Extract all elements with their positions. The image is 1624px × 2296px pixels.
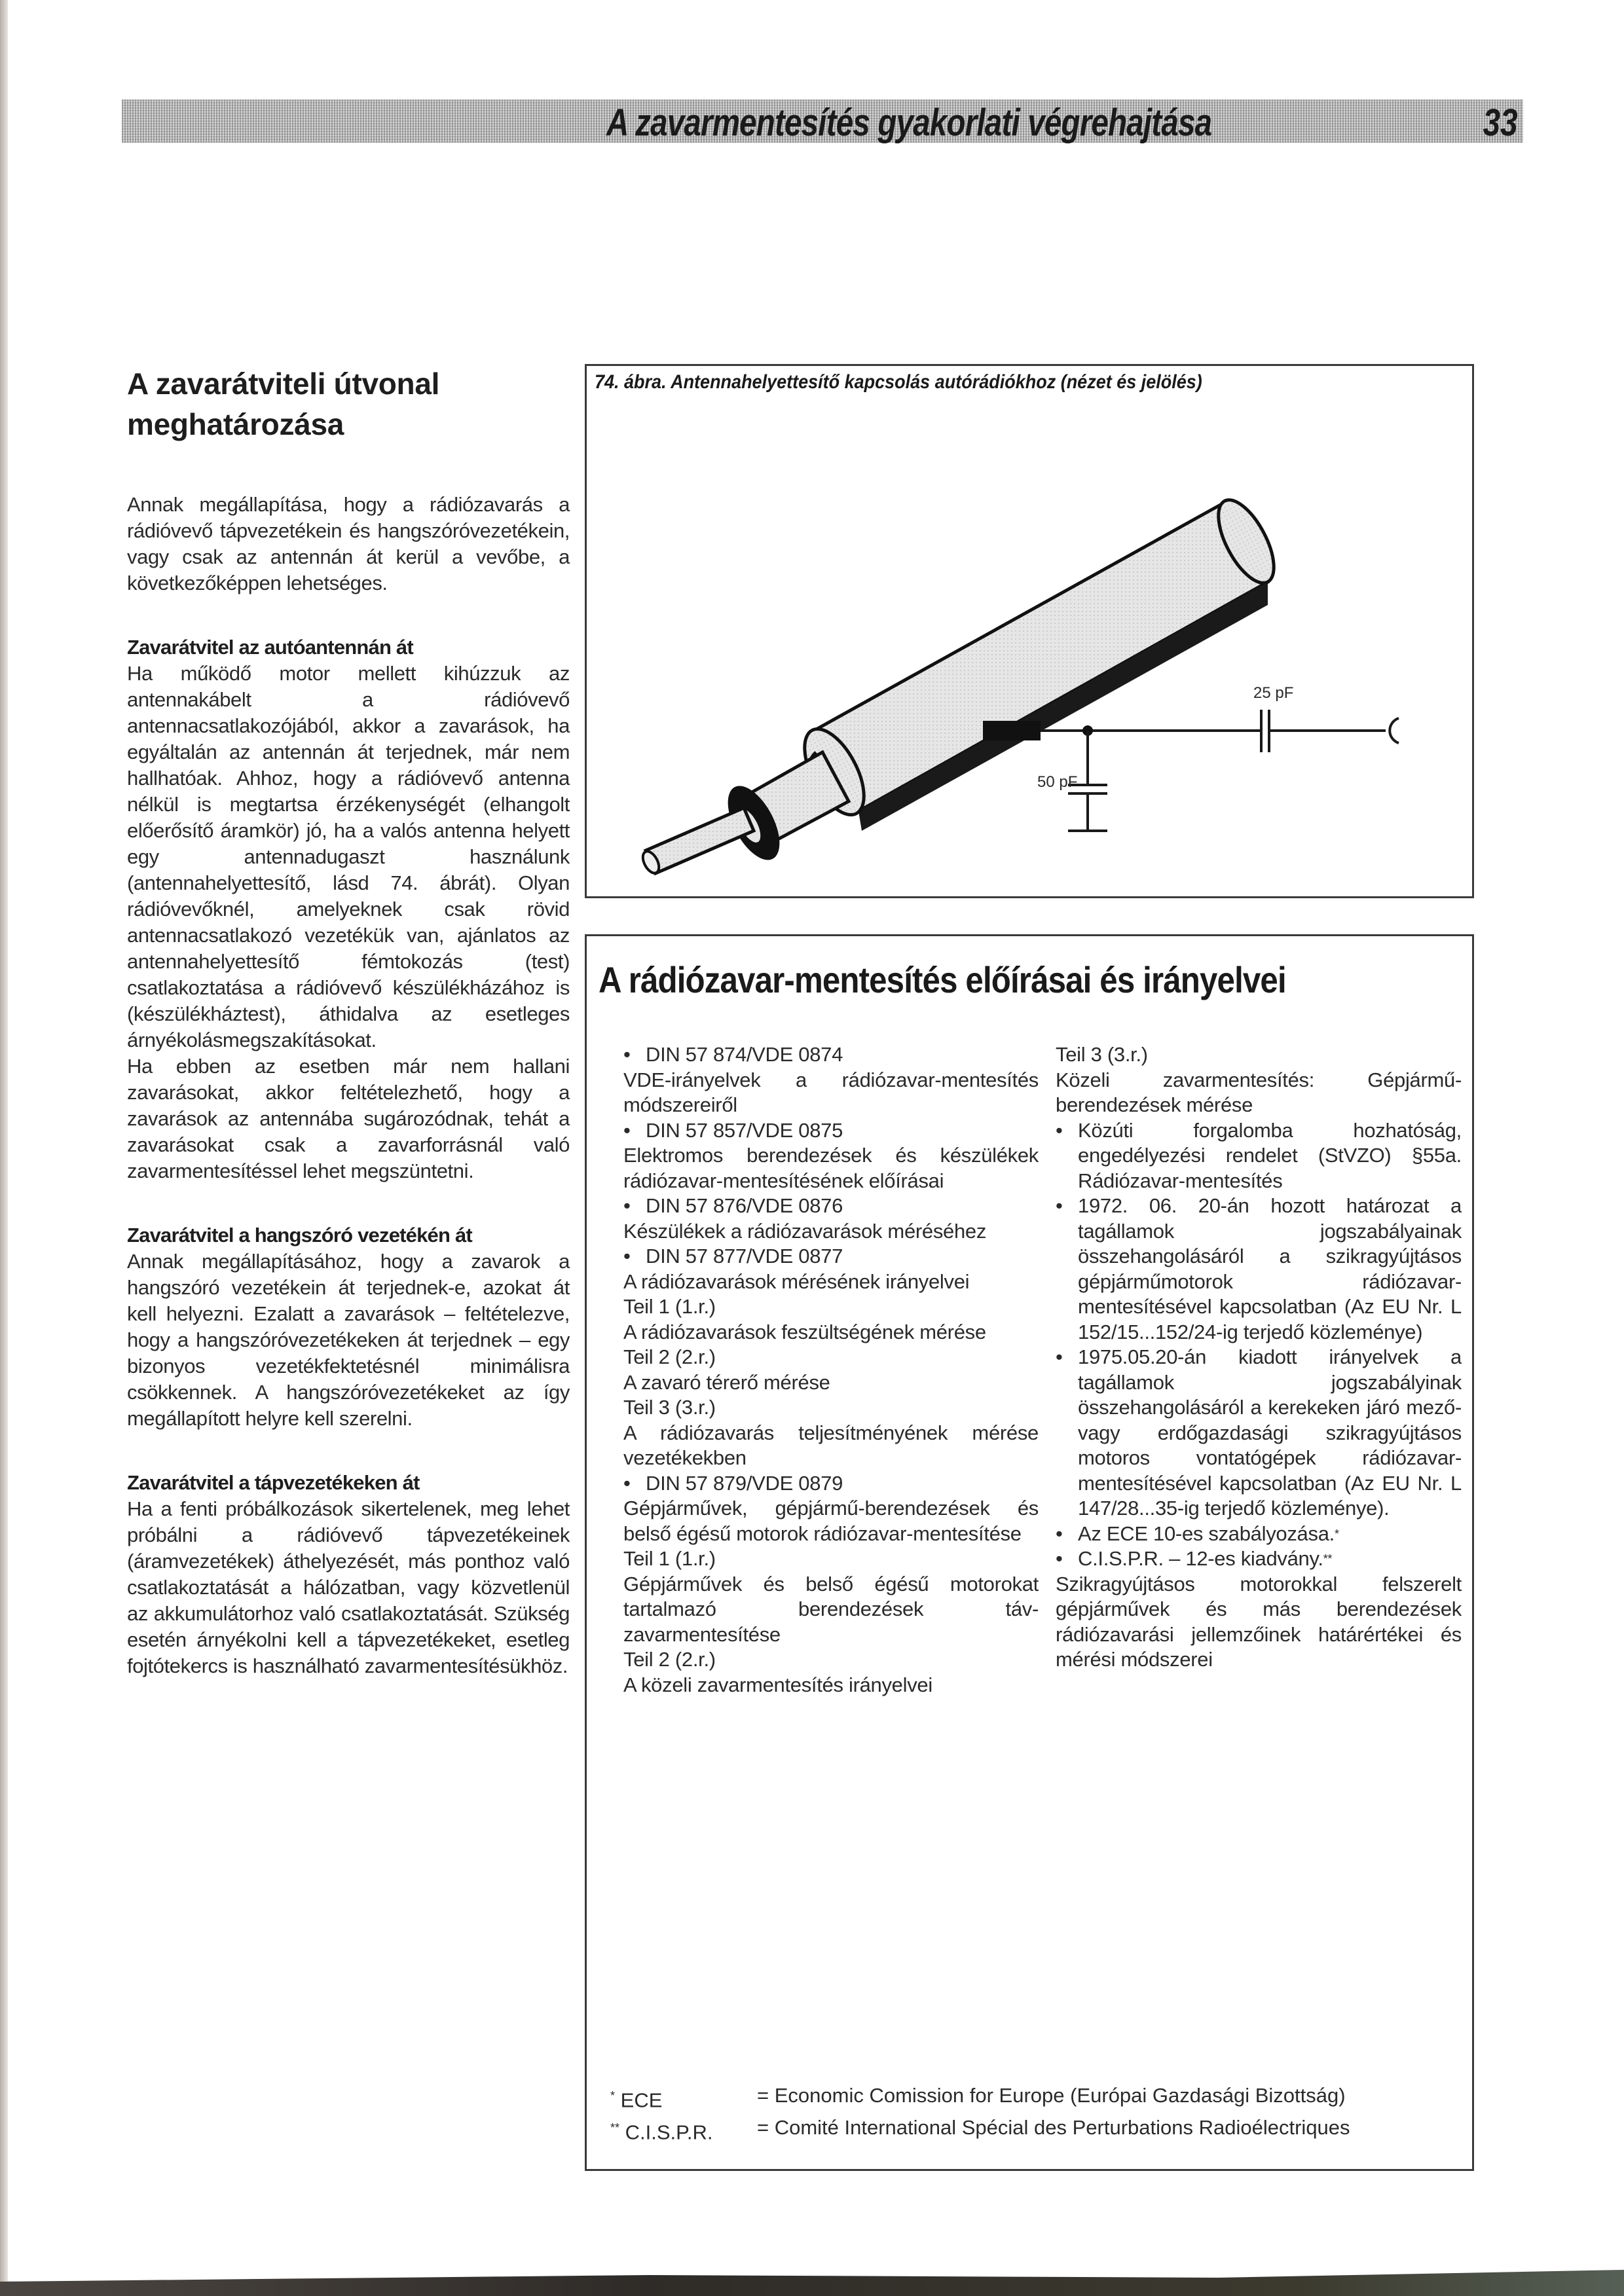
left-column — [127, 363, 570, 1705]
standard-item: • C.I.S.P.R. – 12-es kiadvány.** — [1056, 1546, 1462, 1572]
standard-item: • Az ECE 10-es szabályozása.* — [1056, 1522, 1462, 1547]
standard-part: Teil 1 (1.r.) — [623, 1547, 716, 1570]
bullet-icon: • — [1056, 1522, 1063, 1545]
bullet-icon: • — [623, 1118, 631, 1142]
footnote-row — [610, 2082, 1350, 2114]
standard-description: A rádiózavarások feszültségének mérése — [623, 1320, 986, 1343]
footnote-mark: * — [1334, 1527, 1339, 1540]
bullet-icon: • — [623, 1194, 631, 1217]
footnote-abbr: C.I.S.P.R. — [625, 2121, 713, 2144]
standard-description: A rádiózavarás teljesítményének mérése vezetékekben — [623, 1421, 1039, 1469]
footnote-mark: * — [610, 2089, 616, 2102]
bullet-icon: • — [623, 1471, 631, 1495]
subsection-heading: Zavarátvitel a hangszóró vezetékén át — [127, 1224, 472, 1247]
bullet-icon: • — [1056, 1345, 1063, 1368]
standard-item: • DIN 57 876/VDE 0876 — [623, 1194, 1039, 1219]
standard-item: • DIN 57 877/VDE 0877 — [623, 1244, 1039, 1269]
antenna-substitute-illustration — [633, 445, 1458, 877]
section-title — [127, 363, 570, 445]
bullet-icon: • — [1056, 1547, 1063, 1570]
footnote-row — [610, 2114, 1350, 2146]
standard-description: Közeli zavarmentesítés: Gépjármű-berendezések mérése — [1056, 1068, 1462, 1116]
standard-part: Teil 1 (1.r.) — [623, 1295, 716, 1318]
standard-description: A zavaró térerő mérése — [623, 1370, 830, 1394]
standard-item: • 1975.05.20-án kiadott irányelvek a tagállamok jogszabályinak összehangolásáról a kerekeken járó mező- vagy erdőgazdasági szikragyújtásos motoros vontatógépek rádiózavar-mentesítésével kapcsolatban (Az EU Nr. L 147/28...35-ig terjedő közleménye). — [1056, 1345, 1462, 1520]
paragraph: Ha ebben az esetben már nem hallani zavarásokat, akkor feltételezhető, hogy a zavarások az antennába sugározódnak, tehát a zavarásokat csak a zavarforrásnál való zavarmentesítéssel lehet megszüntetni. — [127, 1055, 570, 1182]
standards-right-column — [1056, 1042, 1462, 1673]
scan-left-edge — [0, 0, 8, 2296]
figure-caption: 74. ábra. Antennahelyettesítő kapcsolás autórádiókhoz (nézet és jelölés) — [595, 371, 1202, 393]
scan-bottom-edge — [0, 2270, 1624, 2296]
standard-description: Elektromos berendezések és készülékek rádiózavar-mentesítésének előírásai — [623, 1144, 1039, 1192]
connector-jack-icon — [1390, 718, 1399, 743]
footnote-definition: = Comité International Spécial des Perturbations Radioélectriques — [757, 2116, 1350, 2140]
figure-74 — [585, 364, 1474, 898]
bullet-icon: • — [623, 1245, 631, 1267]
standard-description: A rádiózavarások mérésének irányelvei — [623, 1269, 970, 1293]
series-capacitor-label: 25 pF — [1253, 684, 1294, 702]
subsection-antenna — [127, 634, 570, 1184]
bullet-icon: • — [1056, 1118, 1063, 1142]
standards-box — [585, 934, 1474, 2171]
subsection-power — [127, 1470, 570, 1679]
standard-description: Gépjárművek és belső égésű motorokat tartalmazó berendezések táv-zavarmentesítése — [623, 1572, 1039, 1646]
paragraph: Annak megállapításához, hogy a zavarok a hangszóró vezetékein át terjednek-e, azokat át kell helyezni. Ezalatt a zavarások – feltételezve, hogy a hangszóróvezetékeken át terjednek – egy bizonyos vezetékfektetésnél minimálisra csökkennek. A hangszóróvezetékeket az így megállapított helyre kell szerelni. — [127, 1250, 570, 1430]
footnote-mark: ** — [610, 2121, 620, 2135]
antenna-terminal-icon — [983, 721, 1041, 740]
standard-item: • DIN 57 874/VDE 0874 — [623, 1042, 1039, 1068]
running-header-title: A zavarmentesítés gyakorlati végrehajtása — [606, 101, 1212, 144]
intro-paragraph: Annak megállapítása, hogy a rádiózavarás a rádióvevő tápvezetékein és hangszóróvezetékein, vagy csak az antennán át kerül a vevőbe, a következőképpen lehetséges. — [127, 493, 570, 594]
standard-part: Teil 3 (3.r.) — [1056, 1043, 1148, 1066]
paragraph: Ha a fenti próbálkozások sikertelenek, meg lehet próbálni a rádióvevő tápvezetékeinek (áramvezetékek) áthelyezését, más ponthoz való csatlakoztatását a hálózatban, vagy közvetlenül az akkumulátorhoz való csatlakoztatását. Szükség esetén árnyékolni kell a tápvezetékeket, esetleg fojtótekercs is használható zavarmentesítésükhöz. — [127, 1497, 570, 1677]
bullet-icon: • — [1056, 1194, 1063, 1217]
standard-part: Teil 3 (3.r.) — [623, 1396, 716, 1419]
footnote-mark: ** — [1323, 1552, 1333, 1565]
paragraph: Ha működő motor mellett kihúzzuk az antennakábelt a rádióvevő antennacsatlakozójából, akkor a zavarások, ha egyáltalán az antennán át terjednek, már nem hallhatóak. Ahhoz, hogy a rádióvevő antenna nélkül is megtartsa érzékenységét (elhangolt előerősítő áramkör) jó, ha a valós antenna helyett egy antennadugaszt használunk (antennahelyettesítő, lásd 74. ábrát). Olyan rádióvevőknél, amelyeknek csak rövid antennacsatlakozó vezetékük van, ajánlatos az antennahelyettesítő fémtokozás (test) csatlakoztatása a rádióvevő készülékházához is (készülékháztest), áthidalva az esetleges árnyékolásmegszakításokat. — [127, 662, 570, 1051]
shunt-capacitor-label: 50 pF — [1037, 773, 1078, 791]
footnote-abbr: ECE — [620, 2088, 663, 2112]
antenna-plug-drawing — [640, 492, 1285, 875]
standard-item: • Közúti forgalomba hozhatóság, engedélyezési rendelet (StVZO) §55a. Rádiózavar-mentesítés — [1056, 1118, 1462, 1192]
standard-description: Készülékek a rádiózavarások méréséhez — [623, 1219, 987, 1243]
footnotes — [610, 2082, 1350, 2147]
standard-description: VDE-irányelvek a rádiózavar-mentesítés módszereiről — [623, 1068, 1039, 1116]
standard-description: Szikragyújtásos motorokkal felszerelt gépjárművek és más berendezések rádiózavarási jellemzőinek határértékei és mérési módszerei — [1056, 1572, 1462, 1671]
standard-part: Teil 2 (2.r.) — [623, 1648, 716, 1671]
subsection-speaker — [127, 1222, 570, 1432]
standard-description: Gépjárművek, gépjármű-berendezések és belső égésű motorok rádiózavar-mentesítése — [623, 1497, 1039, 1545]
standard-item: • 1972. 06. 20-án hozott határozat a tagállamok jogszabályainak összehangolásáról a szikragyújtásos gépjárműmotorok rádiózavar-mentesítésével kapcsolatban (Az EU Nr. L 152/15...152/24-ig terjedő közleménye) — [1056, 1194, 1462, 1343]
footnote-definition: = Economic Comission for Europe (Európai Gazdasági Bizottság) — [757, 2084, 1346, 2107]
standard-part: Teil 2 (2.r.) — [623, 1345, 716, 1368]
section-title-line-2: meghatározása — [127, 407, 344, 441]
standard-item: • DIN 57 857/VDE 0875 — [623, 1118, 1039, 1144]
standards-left-column — [623, 1042, 1039, 1698]
standard-item: • DIN 57 879/VDE 0879 — [623, 1471, 1039, 1497]
subsection-heading: Zavarátvitel az autóantennán át — [127, 636, 413, 659]
standards-title: A rádiózavar-mentesítés előírásai és irányelvei — [599, 959, 1286, 1000]
subsection-heading: Zavarátvitel a tápvezetékeken át — [127, 1471, 420, 1494]
standard-description: A közeli zavarmentesítés irányelvei — [623, 1673, 932, 1696]
section-title-line-1: A zavarátviteli útvonal — [127, 367, 440, 401]
running-header — [122, 100, 1523, 143]
bullet-icon: • — [623, 1043, 631, 1066]
page-number: 33 — [1483, 101, 1518, 144]
